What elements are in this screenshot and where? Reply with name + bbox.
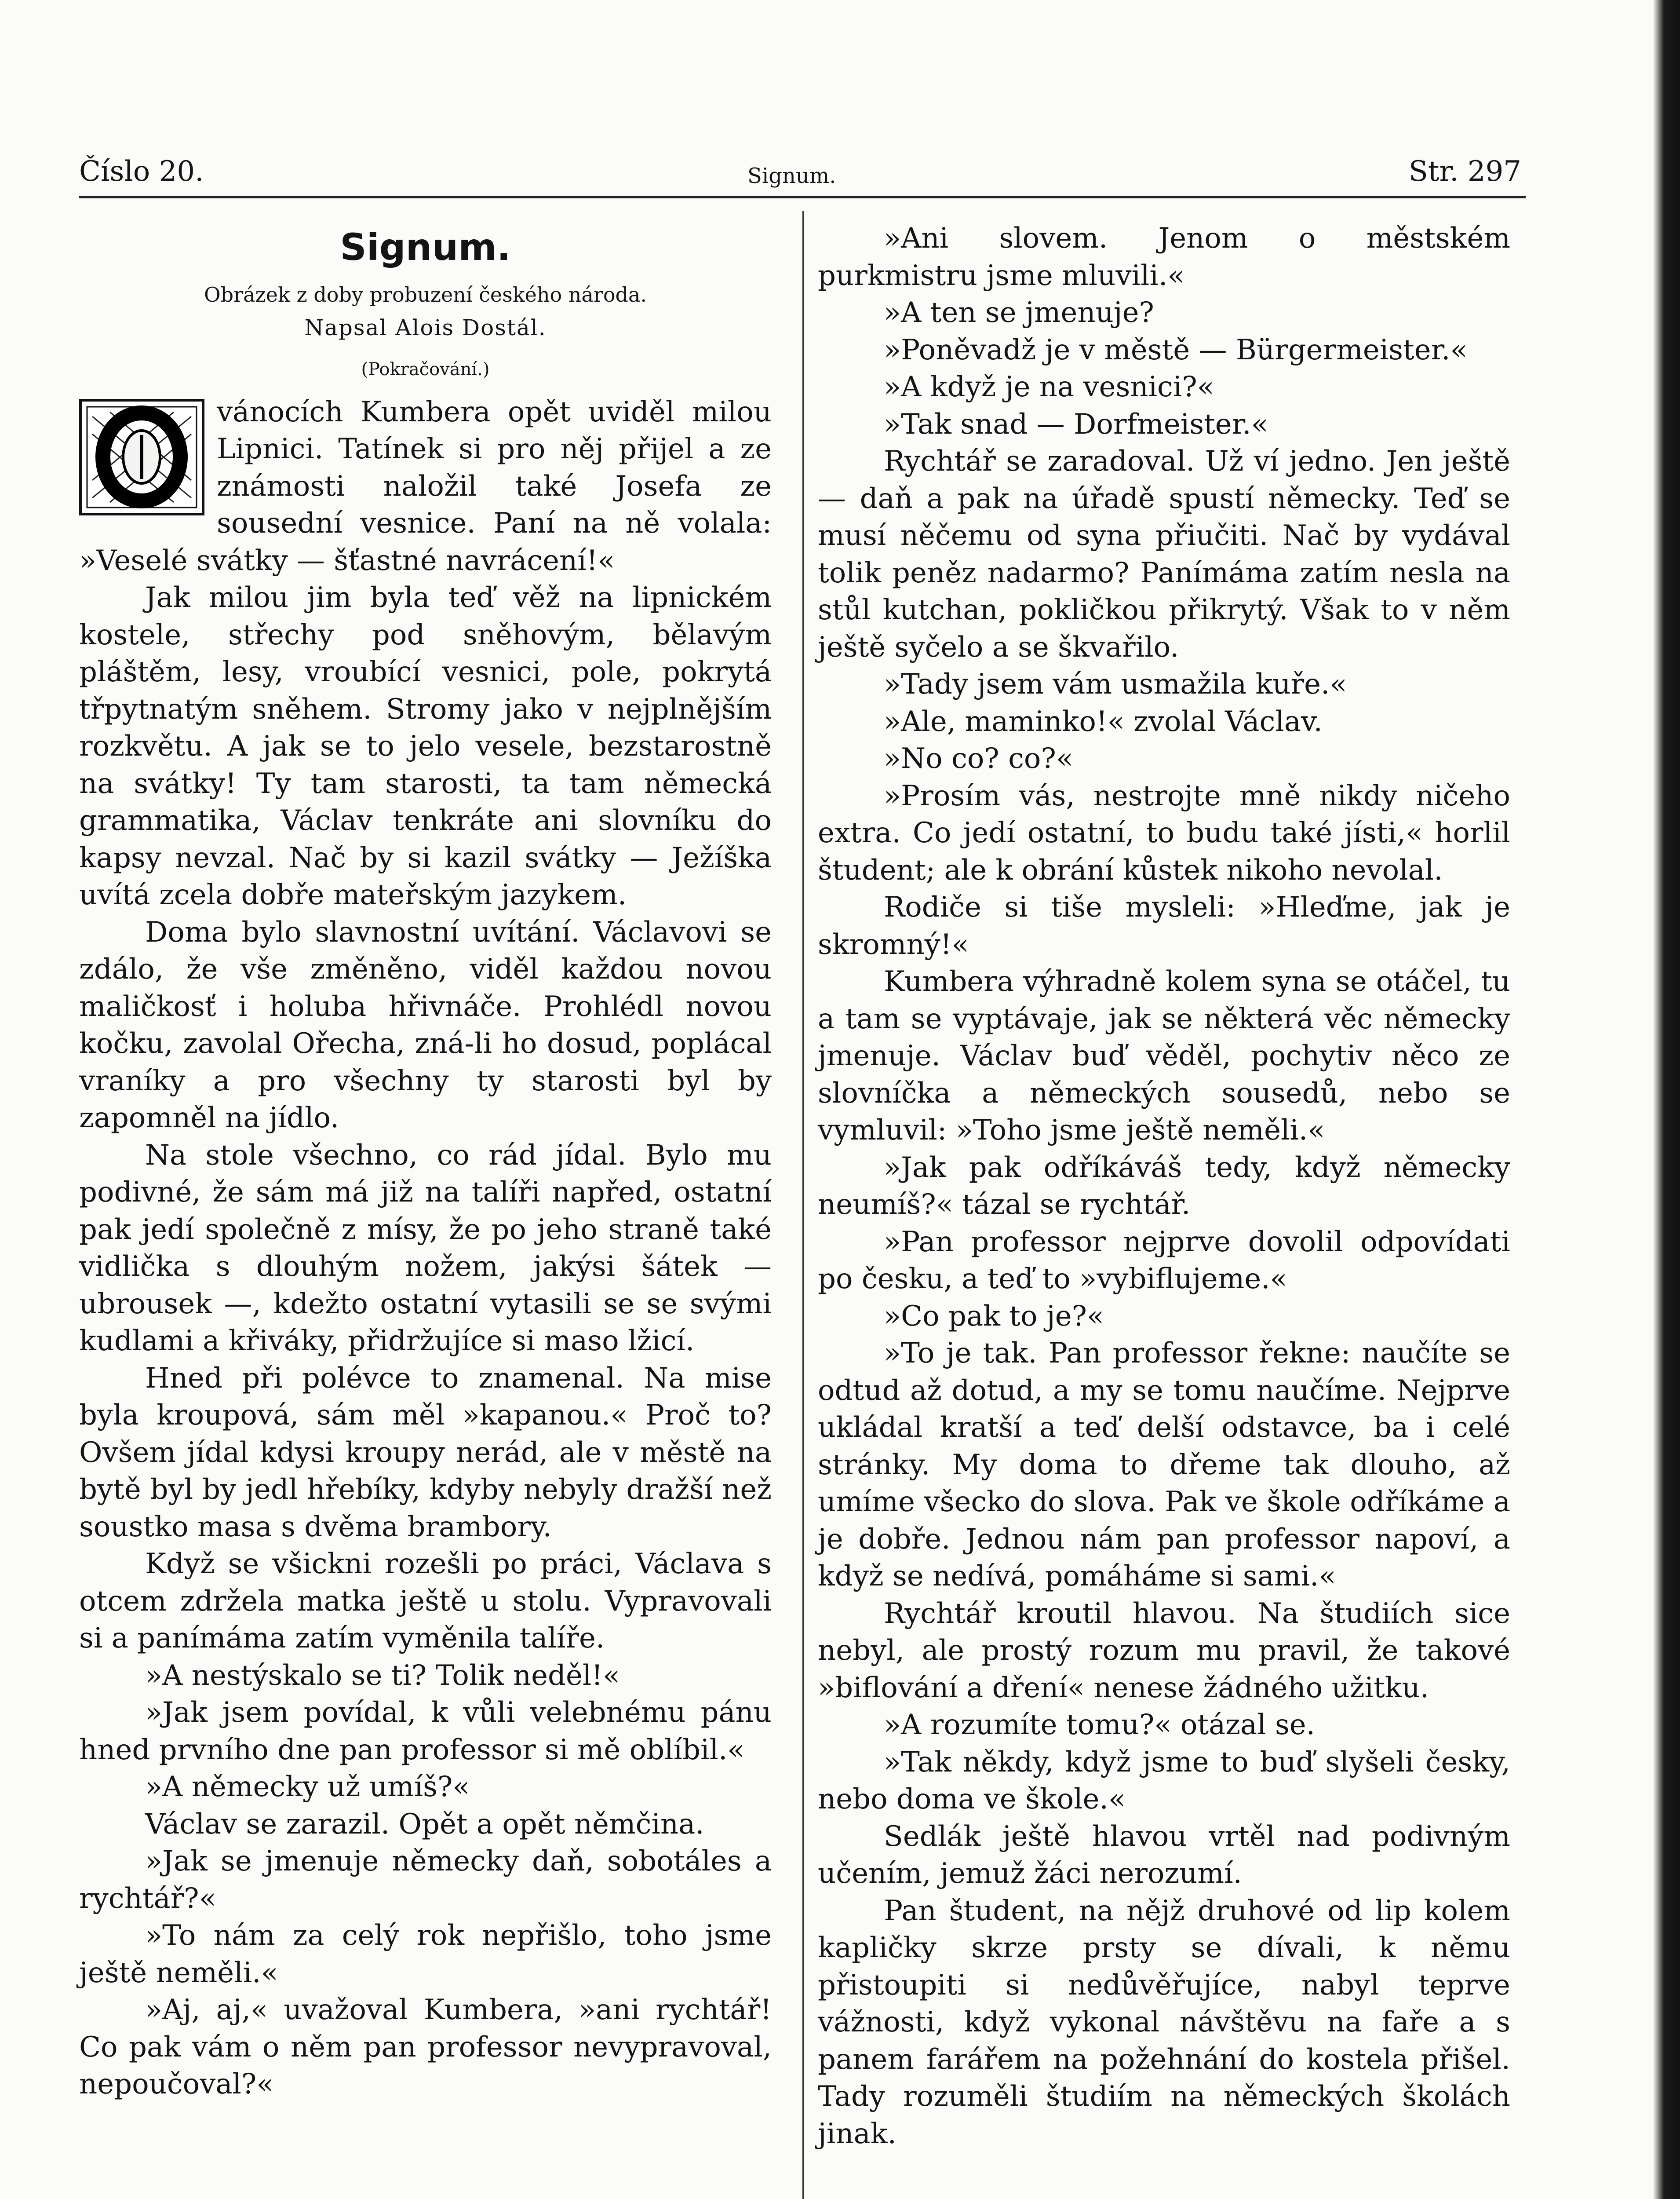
paragraph: Když se všickni rozešli po práci, Václava s otcem zdržela matka ještě u stolu. Vypravovali si a panímáma zatím vyměnila talíře. — [79, 1548, 772, 1655]
running-title: Signum. — [747, 164, 836, 188]
continuation-note: (Pokračování.) — [361, 359, 490, 380]
running-header — [79, 145, 1521, 198]
paragraph: Hned při polévce to znamenal. Na mise byla kroupová, sám měl »kapanou.« Proč to? Ovšem jídal kdysi kroupy nerád, ale v městě na bytě byl by jedl hřebíky, kdyby nebyly dražší než soustko masa s dvěma brambory. — [79, 1362, 772, 1543]
paragraph: »Co pak to je?« — [884, 1300, 1104, 1333]
paragraph: Rychtář se zaradoval. Už ví jedno. Jen ještě — daň a pak na úřadě spustí německy. Teď se musí něčemu od syna přiučiti. Nač by vydával tolik peněz nadarmo? Panímáma zatím nesla na stůl kutchan, pokličkou přikrytý. Však to v něm ještě syčelo a se škvařilo. — [818, 445, 1510, 664]
paragraph: »A německy už umíš?« — [145, 1771, 470, 1803]
left-column — [79, 220, 772, 2103]
ornamental-initial — [79, 399, 204, 515]
paragraph: »A ten se jmenuje? — [884, 296, 1154, 329]
issue-number: Číslo 20. — [79, 155, 204, 188]
paragraph: »Poněvadž je v městě — Bürgermeister.« — [884, 333, 1468, 366]
paragraph: »Ale, maminko!« zvolal Václav. — [884, 705, 1323, 738]
paragraph — [79, 394, 772, 580]
paragraph: Jak milou jim byla teď věž na lipnickém kostele, střechy pod sněhovým, bělavým pláštěm, lesy, vroubící vesnici, pole, pokrytá třpytnatým sněhem. Stromy jako v nejplnějším rozkvětu. A jak se to jelo vesele, bezstarostně na svátky! Ty tam starosti, ta tam německá grammatika, Václav tenkráte ani slovníku do kapsy nevzal. Nač by si kazil svátky — Ježíška uvítá zcela dobře mateřským jazykem. — [79, 581, 772, 911]
paragraph: »Jak pak odříkáváš tedy, když německy neumíš?« tázal se rychtář. — [818, 1151, 1510, 1221]
paragraph: »Tak někdy, když jsme to buď slyšeli česky, nebo doma ve škole.« — [818, 1746, 1510, 1815]
paragraph: »Jak jsem povídal, k vůli velebnému pánu hned prvního dne pan professor si mě oblíbil.« — [79, 1696, 772, 1766]
paragraph: Rodiče si tiše mysleli: »Hleďme, jak je skromný!« — [818, 891, 1510, 961]
paragraph: Na stole všechno, co rád jídal. Bylo mu podivné, že sám má již na talíři napřed, ostatní pak jedí společně z mísy, že po jeho straně také vidlička s dlouhým nožem, jakýsi šátek — ubrousek —, kdežto ostatní vytasili se se svými kudlami a křiváky, přidržujíce si maso lžicí. — [79, 1139, 772, 1357]
paragraph: Rychtář kroutil hlavou. Na študiích sice nebyl, ale prostý rozum mu pravil, že takové »biflování a dření« nenese žádného užitku. — [818, 1597, 1510, 1704]
article-title: Signum. — [340, 226, 511, 269]
page-number: Str. 297 — [1409, 155, 1521, 188]
paragraph: »Ani slovem. Jenom o městském purkmistru jsme mluvili.« — [818, 222, 1510, 292]
paragraph: Václav se zarazil. Opět a opět němčina. — [145, 1808, 704, 1841]
left-column-text — [79, 394, 772, 2103]
right-column — [818, 220, 1510, 2152]
paragraph: »No co? co?« — [884, 742, 1073, 775]
paragraph: Kumbera výhradně kolem syna se otáčel, tu a tam se vyptávaje, jak se některá věc německy jmenuje. Václav buď věděl, pochytiv něco ze slovníčka a německých sousedů, nebo se vymluvil: »Toho jsme ještě neměli.« — [818, 965, 1510, 1147]
paragraph: »Jak se jmenuje německy daň, sobotáles a rychtář?« — [79, 1845, 772, 1915]
paragraph: »To je tak. Pan professor řekne: naučíte se odtud až dotud, a my se tomu naučíme. Nejprve ukládal kratší a teď delší odstavce, ba i celé stránky. My doma to dřeme tak dlouho, až umíme všecko do slova. Pak ve škole odříkáme a je dobře. Jednou nám pan professor napoví, a když se nedívá, pomáháme si sami.« — [818, 1337, 1510, 1593]
paragraph: »Tady jsem vám usmažila kuře.« — [884, 668, 1347, 701]
right-column-text — [818, 220, 1510, 2152]
paragraph: Sedlák ještě hlavou vrtěl nad podivným učením, jemuž žáci nerozumí. — [818, 1820, 1510, 1890]
paragraph: »A nestýskalo se ti? Tolik neděl!« — [145, 1659, 620, 1692]
scan-edge-right — [1653, 0, 1680, 2199]
paragraph: »A když je na vesnici?« — [884, 371, 1214, 403]
paragraph: »To nám za celý rok nepřišlo, toho jsme ještě neměli.« — [79, 1919, 772, 1989]
paragraph: Pan študent, na nějž druhové od lip kolem kapličky skrze prsty se dívali, k němu přistoupiti si nedůvěřujíce, nabyl teprve vážnosti, když vykonal návštěvu na faře a s panem farářem na požehnání do kostela přišel. Tady rozuměli študiím na německých školách jinak. — [818, 1894, 1510, 2150]
header-rule — [79, 196, 1526, 198]
paragraph: »Prosím vás, nestrojte mně nikdy ničeho extra. Co jedí ostatní, to budu také jísti,« horlil študent; ale k obrání kůstek nikoho nevolal. — [818, 779, 1510, 887]
paragraph: Doma bylo slavnostní uvítání. Václavovi se zdálo, že vše změněno, viděl každou novou maličkosť i holuba hřivnáče. Prohlédl novou kočku, zavolal Ořecha, zná-li ho dosud, poplácal vraníky a pro všechny ty starosti byl by zapomněl na jídlo. — [79, 916, 772, 1134]
column-divider — [802, 211, 804, 2199]
paragraph: »Tak snad — Dorfmeister.« — [884, 408, 1268, 441]
paragraph: »A rozumíte tomu?« otázal se. — [884, 1709, 1315, 1741]
opening-paragraph-text: vánocích Kumbera opět uviděl milou Lipnici. Tatínek si pro něj přijel a ze známosti naložil také Josefa ze sousední vesnice. Paní na ně volala: »Veselé svátky — šťastné navrácení!« — [79, 395, 772, 577]
paragraph: »Aj, aj,« uvažoval Kumbera, »ani rychtář! Co pak vám o něm pan professor nevypravoval, nepoučoval?« — [79, 1994, 772, 2100]
article-subtitle: Obrázek z doby probuzení českého národa. — [204, 282, 647, 307]
article-byline: Napsal Alois Dostál. — [304, 314, 547, 340]
paragraph: »Pan professor nejprve dovolil odpovídati po česku, a teď to »vybiflujeme.« — [818, 1225, 1510, 1295]
